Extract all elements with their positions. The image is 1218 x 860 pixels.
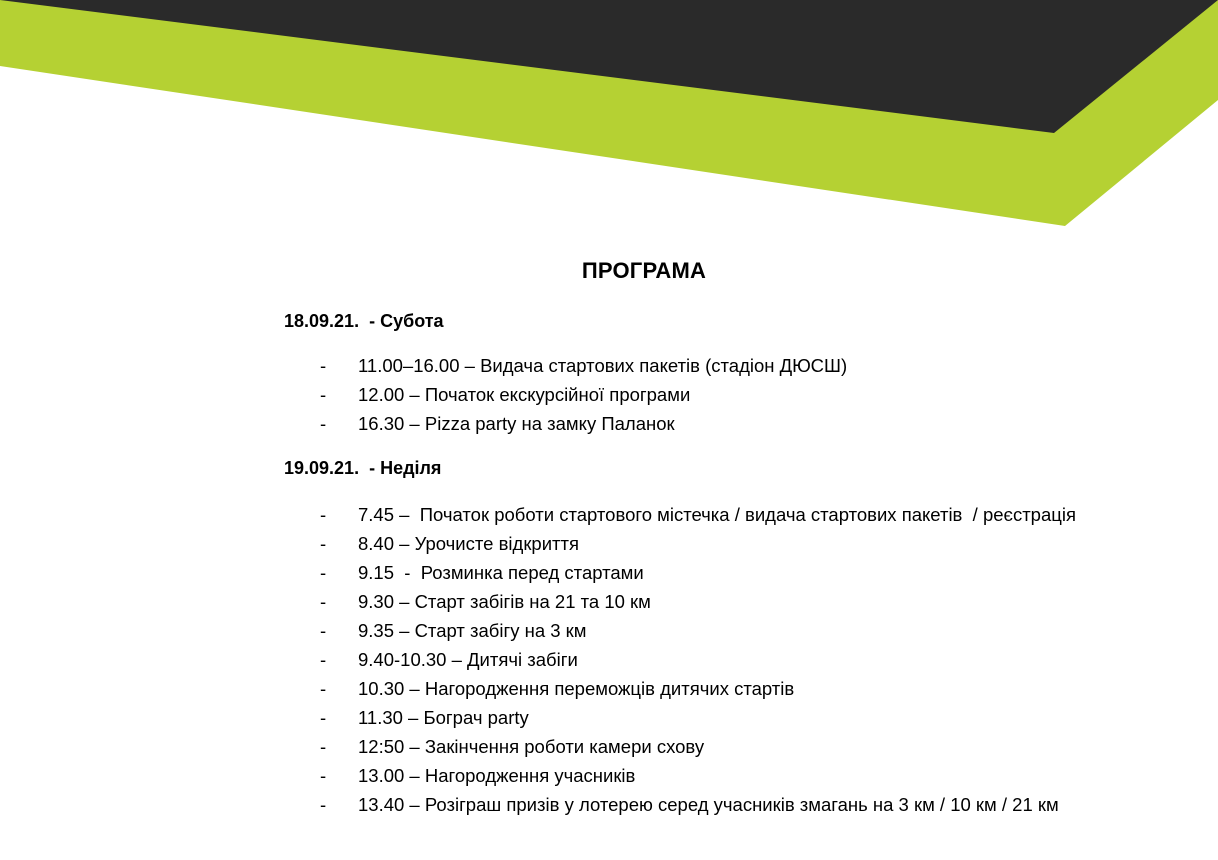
event-text: 9.35 – Старт забігу на 3 км bbox=[358, 620, 587, 641]
event-text: 12:50 – Закінчення роботи камери схову bbox=[358, 736, 705, 757]
list-item bbox=[318, 645, 1076, 674]
page-title: ПРОГРАМА bbox=[581, 258, 707, 283]
event-text: 9.15 - Розминка перед стартами bbox=[358, 562, 644, 583]
event-text: 7.45 – Початок роботи стартового містечка / видача стартових пакетів / реєстрація bbox=[358, 504, 1076, 525]
header-banner bbox=[0, 0, 1218, 240]
list-bullet: - bbox=[320, 707, 327, 728]
list-item bbox=[318, 351, 847, 380]
list-item bbox=[318, 732, 1076, 761]
event-text: 13.00 – Нагородження учасників bbox=[358, 765, 636, 786]
event-text: 8.40 – Урочисте відкриття bbox=[358, 533, 579, 554]
schedule-list-sunday bbox=[318, 500, 1076, 819]
list-item bbox=[318, 587, 1076, 616]
schedule-list-saturday bbox=[318, 351, 847, 438]
list-item bbox=[318, 529, 1076, 558]
list-bullet: - bbox=[320, 413, 327, 434]
list-item bbox=[318, 674, 1076, 703]
list-bullet: - bbox=[320, 765, 327, 786]
list-item bbox=[318, 500, 1076, 529]
event-text: 16.30 – Pizza party на замку Паланок bbox=[358, 413, 675, 434]
list-bullet: - bbox=[320, 736, 327, 757]
event-text: 11.30 – Бограч party bbox=[358, 707, 529, 728]
list-bullet: - bbox=[320, 355, 327, 376]
event-text: 9.30 – Старт забігів на 21 та 10 км bbox=[358, 591, 651, 612]
list-bullet: - bbox=[320, 562, 327, 583]
list-bullet: - bbox=[320, 678, 327, 699]
list-bullet: - bbox=[320, 794, 327, 815]
event-text: 9.40-10.30 – Дитячі забіги bbox=[358, 649, 578, 670]
list-bullet: - bbox=[320, 649, 327, 670]
event-text: 11.00–16.00 – Видача стартових пакетів (стадіон ДЮСШ) bbox=[358, 355, 848, 376]
list-item bbox=[318, 409, 847, 438]
event-text: 13.40 – Розіграш призів у лотерею серед учасників змагань на 3 км / 10 км / 21 км bbox=[358, 794, 1059, 815]
list-bullet: - bbox=[320, 533, 327, 554]
day-heading-sunday: 19.09.21. - Неділя bbox=[284, 458, 442, 478]
list-bullet: - bbox=[320, 504, 327, 525]
list-bullet: - bbox=[320, 384, 327, 405]
event-text: 10.30 – Нагородження переможців дитячих стартів bbox=[358, 678, 795, 699]
list-item bbox=[318, 616, 1076, 645]
list-item bbox=[318, 558, 1076, 587]
list-item bbox=[318, 380, 847, 409]
event-text: 12.00 – Початок екскурсійної програми bbox=[358, 384, 691, 405]
list-item bbox=[318, 761, 1076, 790]
day-heading-saturday: 18.09.21. - Субота bbox=[284, 311, 444, 331]
list-item bbox=[318, 703, 1076, 732]
list-bullet: - bbox=[320, 620, 327, 641]
list-item bbox=[318, 790, 1076, 819]
list-bullet: - bbox=[320, 591, 327, 612]
